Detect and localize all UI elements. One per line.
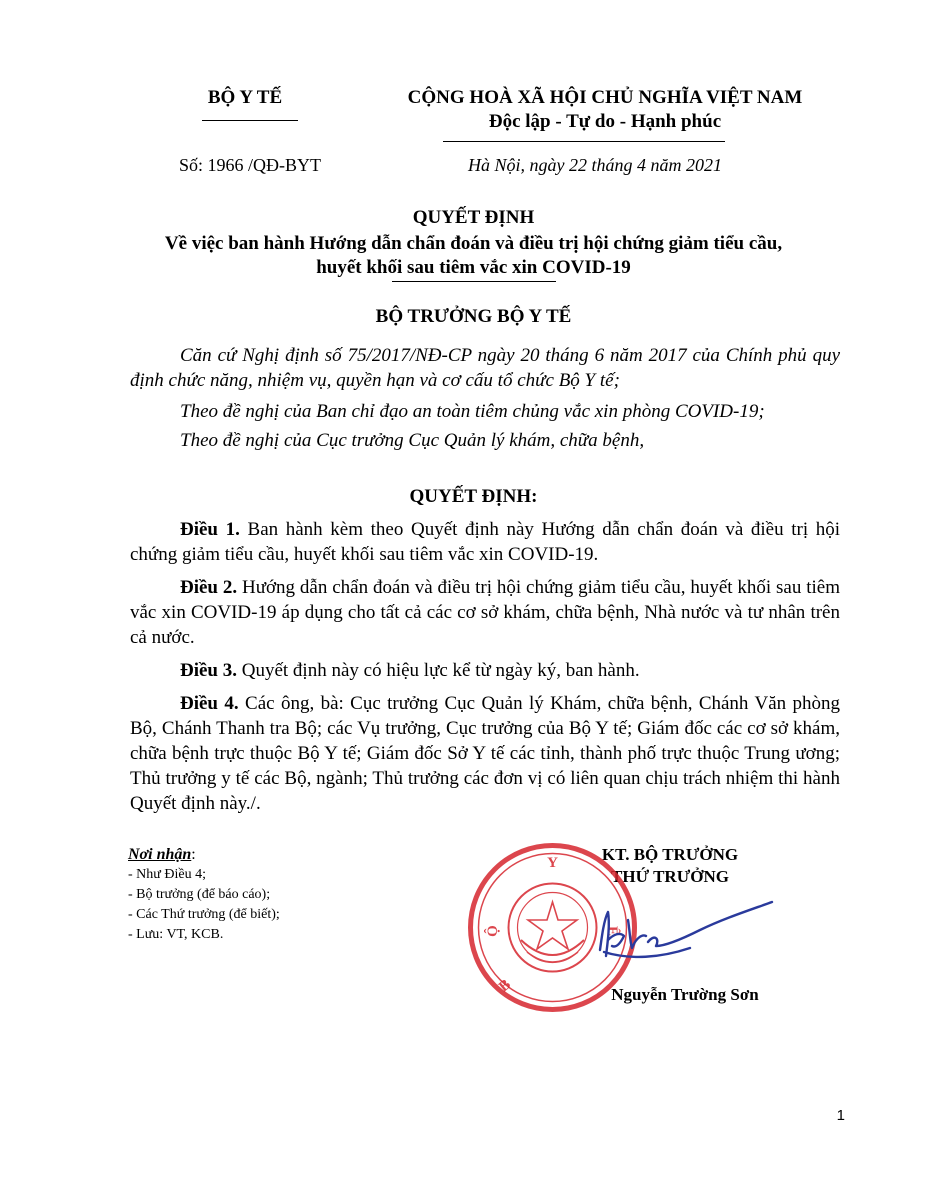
article-3-label: Điều 3. xyxy=(180,660,237,681)
article-1-label: Điều 1. xyxy=(180,519,240,540)
document-number: Số: 1966 /QĐ-BYT xyxy=(178,155,321,175)
signer-name: Nguyễn Trường Sơn xyxy=(611,985,759,1004)
subject-line-1: Về việc ban hành Hướng dẫn chẩn đoán và điều trị hội chứng giảm tiểu cầu, xyxy=(164,233,783,254)
article-4-text: Các ông, bà: Cục trưởng Cục Quản lý Khám, chữa bệnh, Chánh Văn phòng Bộ, Chánh Thanh tra Bộ; các Vụ trưởng, Cục trưởng của Bộ Y tế; Giám đốc các cơ sở khám, chữa bệnh trực thuộc Bộ Y tế; Giám đốc Sở Y tế các tỉnh, thành phố trực thuộc Trung ương; Thủ trưởng y tế các Bộ, ngành; Thủ trưởng các đơn vị có liên quan chịu trách nhiệm thi hành Quyết định này./. xyxy=(130,693,841,814)
article-2-label: Điều 2. xyxy=(180,577,238,598)
article-3 xyxy=(130,658,840,683)
country-name: CỘNG HOÀ XÃ HỘI CHỦ NGHĨA VIỆT NAM xyxy=(407,87,803,108)
page-number: 1 xyxy=(836,1107,845,1124)
recipients xyxy=(128,845,408,945)
seal-letter: Ộ xyxy=(485,925,501,937)
document-title: QUYẾT ĐỊNH xyxy=(412,207,535,228)
seal-letter: Ế xyxy=(604,925,620,937)
document-subject xyxy=(60,232,887,280)
place-and-date: Hà Nội, ngày 22 tháng 4 năm 2021 xyxy=(468,155,722,175)
article-4 xyxy=(130,691,840,816)
article-2 xyxy=(130,575,840,650)
article-4-label: Điều 4. xyxy=(180,693,239,714)
article-1-text: Ban hành kèm theo Quyết định này Hướng dẫn chẩn đoán và điều trị hội chứng giảm tiểu cầu, huyết khối sau tiêm vắc xin COVID-19. xyxy=(130,519,841,565)
recipient-item: - Các Thứ trưởng (để biết); xyxy=(128,907,280,922)
signature-authority: KT. BỘ TRƯỞNG xyxy=(601,845,739,864)
recipient-item: - Như Điều 4; xyxy=(128,867,206,882)
agency-underline xyxy=(202,120,298,121)
decision-heading: QUYẾT ĐỊNH: xyxy=(409,486,538,507)
article-1 xyxy=(130,517,840,567)
preamble-legal-basis: Căn cứ Nghị định số 75/2017/NĐ-CP ngày 20 tháng 6 năm 2017 của Chính phủ quy định chức năng, nhiệm vụ, quyền hạn và cơ cấu tổ chức Bộ Y tế; xyxy=(130,345,840,391)
signature-position: THỨ TRƯỞNG xyxy=(611,867,729,886)
article-3-text: Quyết định này có hiệu lực kể từ ngày ký, ban hành. xyxy=(237,660,640,681)
preamble xyxy=(130,343,840,453)
preamble-proposal-2: Theo đề nghị của Cục trưởng Cục Quản lý khám, chữa bệnh, xyxy=(180,430,645,451)
subject-underline xyxy=(392,281,556,282)
recipient-item: - Bộ trưởng (để báo cáo); xyxy=(128,887,271,902)
recipients-title xyxy=(128,845,408,865)
issuer-title: BỘ TRƯỞNG BỘ Y TẾ xyxy=(375,306,572,327)
motto-underline xyxy=(443,141,725,142)
article-2-text: Hướng dẫn chẩn đoán và điều trị hội chứng giảm tiểu cầu, huyết khối sau tiêm vắc xin COVID-19 áp dụng cho tất cả các cơ sở khám, chữa bệnh, Nhà nước và tư nhân trên cả nước. xyxy=(130,577,841,648)
issuing-agency: BỘ Y TẾ xyxy=(207,87,283,108)
seal-letter: Y xyxy=(547,855,558,871)
recipients-title-text: Nơi nhận xyxy=(128,846,192,863)
seal-letter: B xyxy=(496,976,514,996)
subject-line-2: huyết khối sau tiêm vắc xin COVID-19 xyxy=(316,257,631,278)
national-motto: Độc lập - Tự do - Hạnh phúc xyxy=(488,111,722,132)
recipient-item: - Lưu: VT, KCB. xyxy=(128,927,224,942)
recipients-title-colon: : xyxy=(191,846,196,863)
preamble-proposal-1: Theo đề nghị của Ban chỉ đạo an toàn tiêm chủng vắc xin phòng COVID-19; xyxy=(180,401,765,422)
articles xyxy=(130,517,840,816)
handwritten-signature xyxy=(590,890,780,970)
